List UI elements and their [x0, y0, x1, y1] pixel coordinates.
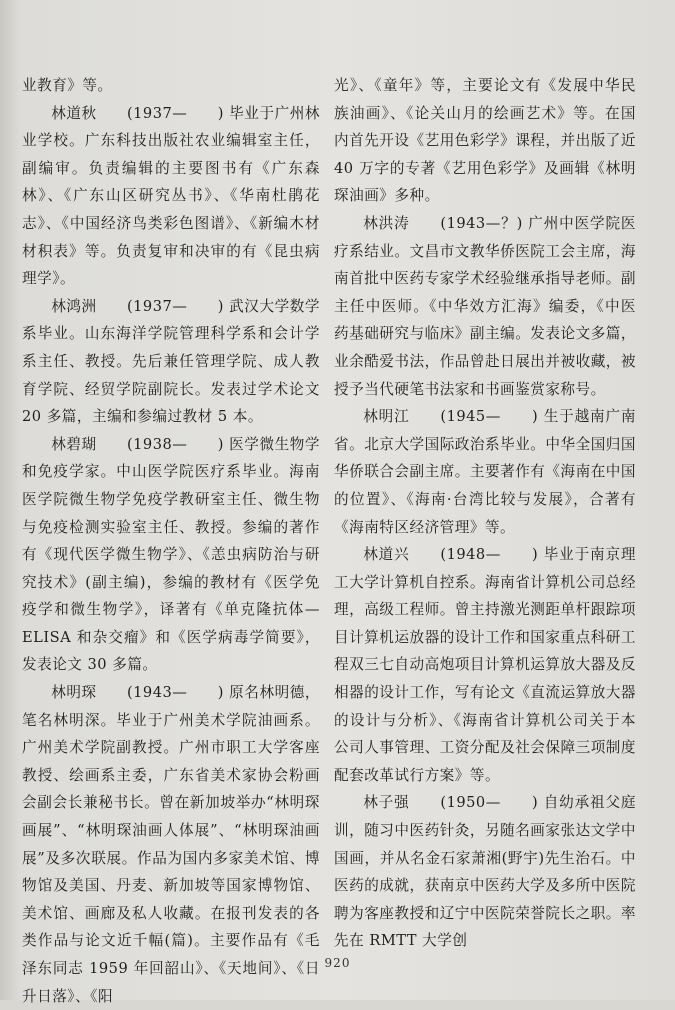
left-column — [22, 72, 320, 1010]
entry-lin-daoxing: 林道兴 (1948— ) 毕业于南京理工大学计算机自控系。海南省计算机公司总经理，高级工程师。曾主持激光测距单杆跟踪项目计算机运放器的设计工作和国家重点科研工程双三七自动高炮项目计算机运算放大器及反相器的设计工作，写有论文《直流运算放大器的设计与分析》、《海南省计算机公司关于本公司人事管理、工资分配及社会保障三项制度配套改革试行方案》等。 — [334, 546, 636, 784]
paragraph-continuation-right: 光》、《童年》等，主要论文有《发展中华民族油画》、《论关山月的绘画艺术》等。在国内首先开设《艺用色彩学》课程，并出版了近 40 万字的专著《艺用色彩学》及画辑《林明琛油画》多种。 — [334, 77, 636, 205]
entry-lin-mingjiang: 林明江 (1945— ) 生于越南广南省。北京大学国际政治系毕业。中华全国归国华侨联合会副主席。主要著作有《海南在中国的位置》、《海南·台湾比较与发展》，合著有《海南特区经济管理》等。 — [334, 408, 636, 536]
entry-lin-ziqiang: 林子强 (1950— ) 自幼承祖父庭训，随习中医药针灸，另随名画家张达文学中国画，并从名金石家萧湘(野宇)先生治石。中医药的成就，获南京中医药大学及多所中医院聘为客座教授和辽宁中医院荣誉院长之职。率先在 RMTT 大学创 — [334, 794, 636, 950]
entry-lin-hongzhou: 林鸿洲 (1937— ) 武汉大学数学系毕业。山东海洋学院管理科学系和会计学系主任、教授。先后兼任管理学院、成人教育学院、经贸学院副院长。发表过学术论文 20 多篇，主编和参编过教材 5 本。 — [22, 297, 320, 426]
right-column — [334, 72, 636, 955]
entry-lin-hongtao: 林洪涛 (1943—？) 广州中医学院医疗系结业。文昌市文教华侨医院工会主席，海南首批中医药专家学术经验继承指导老师。副主任中医师。《中华效方汇海》编委，《中医药基础研究与临床》副主编。发表论文多篇，业余酷爱书法，作品曾赴日展出并被收藏，被授予当代硬笔书法家和书画鉴赏家称号。 — [334, 214, 636, 398]
entry-lin-bihu: 林碧瑚 (1938— ) 医学微生物学和免疫学家。中山医学院医疗系毕业。海南医学院微生物学免疫学教研室主任、微生物与免疫检测实验室主任、教授。参编的著作有《现代医学微生物学》、《恙虫病防治与研究技术》(副主编)，参编的教材有《医学免疫学和微生物学》，译著有《单克隆抗体—ELISA 和杂交瘤》和《医学病毒学简要》，发表论文 30 多篇。 — [22, 435, 320, 674]
entry-lin-daoqiu: 林道秋 (1937— ) 毕业于广州林业学校。广东科技出版社农业编辑室主任，副编审。负责编辑的主要图书有《广东森林》、《广东山区研究丛书》、《华南杜鹃花志》、《中国经济鸟类彩色图谱》、《新编木材材积表》等。负责复审和决审的有《昆虫病理学》。 — [22, 104, 320, 288]
entry-lin-mingchen: 林明琛 (1943— ) 原名林明德，笔名林明深。毕业于广州美术学院油画系。广州美术学院副教授。广州市职工大学客座教授、绘画系主委，广东省美术家协会粉画会副会长兼秘书长。曾在新加坡举办“林明琛画展”、“林明琛油画人体展”、“林明琛油画展”及多次联展。作品为国内多家美术馆、博物馆及美国、丹麦、新加坡等国家博物馆、美术馆、画廊及私人收藏。在报刊发表的各类作品与论文近千幅(篇)。主要作品有《毛泽东同志 1959 年回韶山》、《天地间》、《日升日落》、《阳 — [22, 684, 320, 1005]
paragraph-continuation: 业教育》等。 — [22, 77, 113, 94]
page-number: 920 — [324, 956, 351, 970]
